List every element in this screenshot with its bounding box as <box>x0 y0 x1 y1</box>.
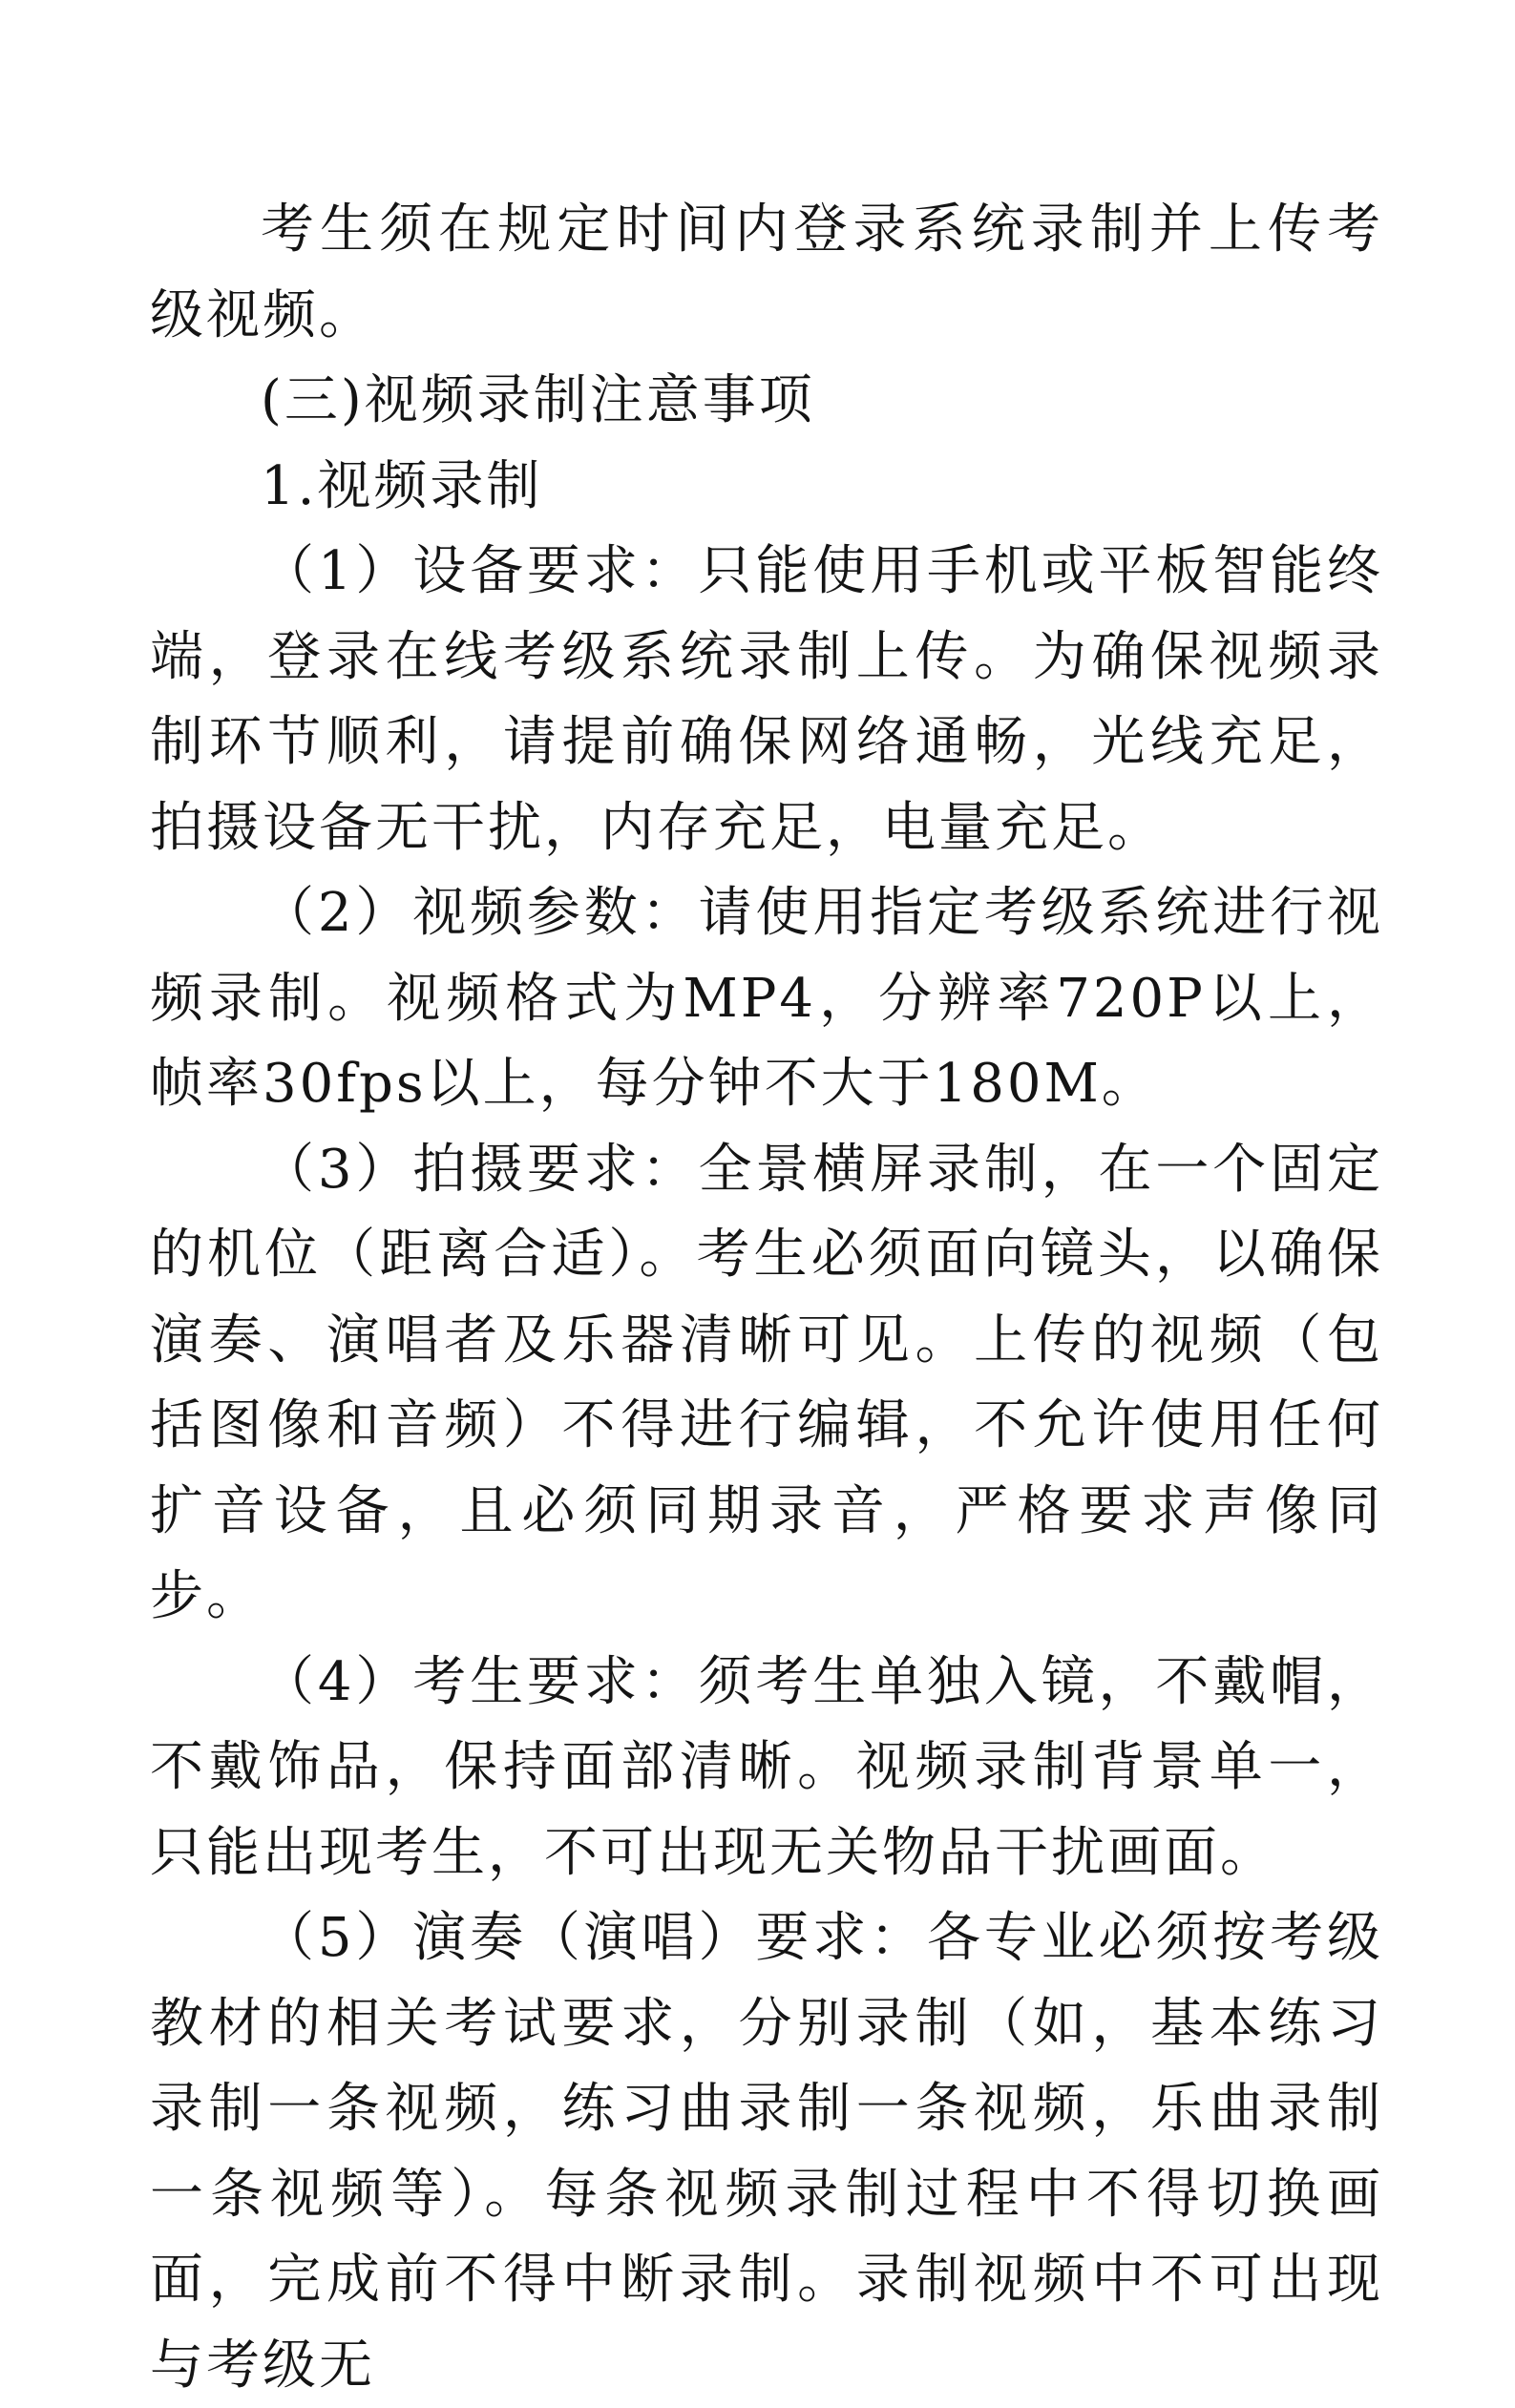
paragraph-upload-notice: 考生须在规定时间内登录系统录制并上传考级视频。 <box>150 199 1383 346</box>
section-heading-recording-notes: (三)视频录制注意事项 <box>261 369 815 431</box>
paragraph-device-requirements: （1）设备要求：只能使用手机或平板智能终端，登录在线考级系统录制上传。为确保视频录制环节顺利，请提前确保网络通畅，光线充足，拍摄设备无干扰，内存充足，电量充足。 <box>150 540 1383 859</box>
document-body <box>150 187 1383 2408</box>
paragraph-candidate-requirements: （4）考生要求：须考生单独入镜，不戴帽，不戴饰品，保持面部清晰。视频录制背景单一，只能出现考生，不可出现无关物品干扰画面。 <box>150 1650 1383 1884</box>
subsection-heading-video-recording: 1.视频录制 <box>261 454 543 517</box>
paragraph-video-parameters: （2）视频参数：请使用指定考级系统进行视频录制。视频格式为MP4，分辨率720P以上，帧率30fps以上，每分钟不大于180M。 <box>150 882 1383 1115</box>
paragraph-performance-requirements: （5）演奏（演唱）要求：各专业必须按考级教材的相关考试要求，分别录制（如，基本练习录制一条视频，练习曲录制一条视频，乐曲录制一条视频等）。每条视频录制过程中不得切换画面，完成前不得中断录制。录制视频中不可出现与考级无 <box>150 1907 1383 2397</box>
paragraph-shooting-requirements: （3）拍摄要求：全景横屏录制，在一个固定的机位（距离合适）。考生必须面向镜头，以确保演奏、演唱者及乐器清晰可见。上传的视频（包括图像和音频）不得进行编辑，不允许使用任何扩音设备，且必须同期录音，严格要求声像同步。 <box>150 1138 1383 1627</box>
